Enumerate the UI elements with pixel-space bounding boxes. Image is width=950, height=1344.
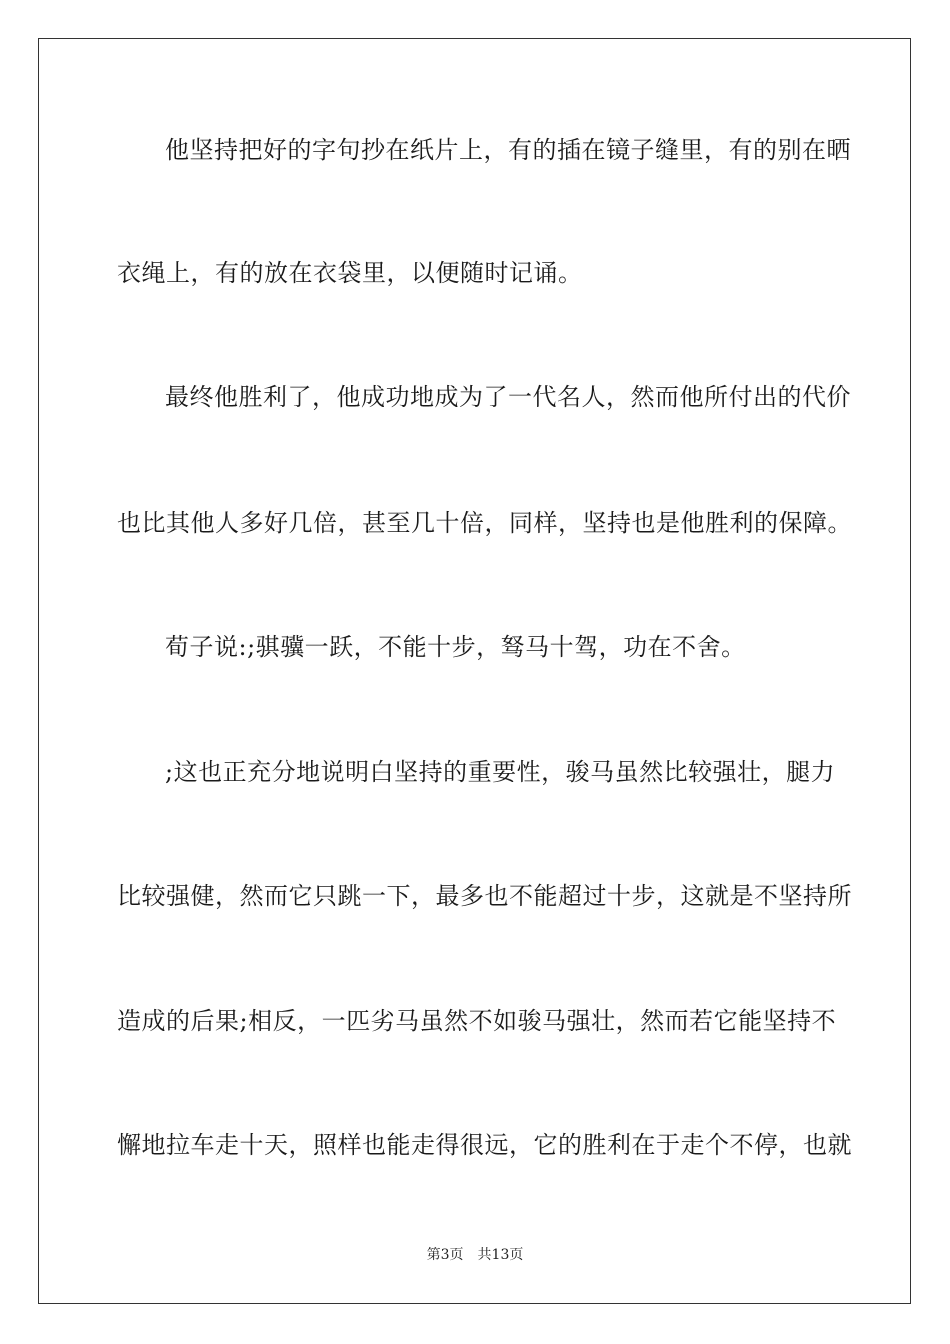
paragraph-line: ;这也正充分地说明白坚持的重要性，骏马虽然比较强壮，腿力 [165,758,836,786]
page-number: 第3页 [426,1247,464,1263]
paragraph-line: 衣绳上，有的放在衣袋里，以便随时记诵。 [117,259,583,287]
paragraph-line: 懈地拉车走十天，照样也能走得很远，它的胜利在于走个不停，也就 [117,1131,852,1159]
paragraph-line: 荀子说:;骐骥一跃，不能十步，驽马十驾，功在不舍。 [165,633,746,661]
paragraph-line: 比较强健，然而它只跳一下，最多也不能超过十步，这就是不坚持所 [117,882,852,910]
page-total: 共13页 [477,1247,524,1263]
paragraph-line: 最终他胜利了，他成功地成为了一代名人，然而他所付出的代价 [165,383,851,411]
paragraph-line: 也比其他人多好几倍，甚至几十倍，同样，坚持也是他胜利的保障。 [117,509,852,537]
page-footer [0,1244,950,1264]
page-border [38,38,911,1304]
paragraph-line: 造成的后果;相反，一匹劣马虽然不如骏马强壮，然而若它能坚持不 [117,1007,837,1035]
paragraph-line: 他坚持把好的字句抄在纸片上，有的插在镜子缝里，有的别在晒 [165,136,851,164]
